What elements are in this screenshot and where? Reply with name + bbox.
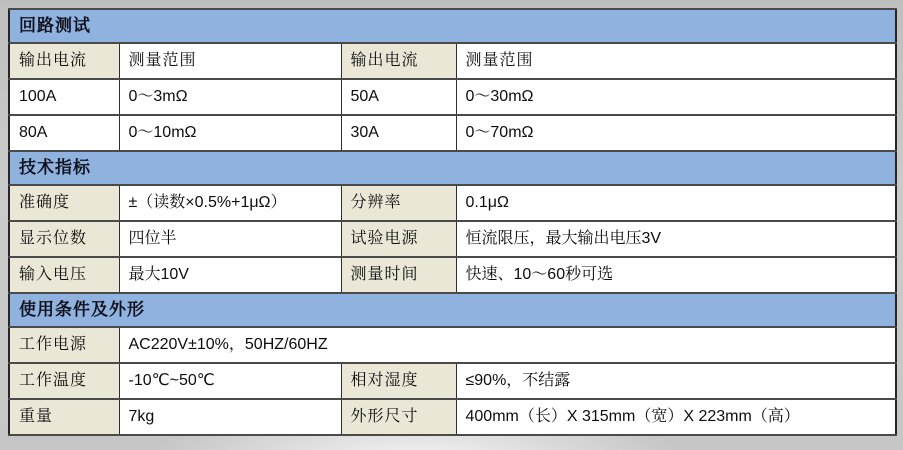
label-working-power: 工作电源 (9, 327, 119, 363)
value-measure-time: 快速、10～60秒可选 (456, 257, 896, 293)
col-label-output-current-right: 输出电流 (341, 43, 456, 79)
value-relative-humidity: ≤90%，不结露 (456, 363, 896, 399)
label-dimensions: 外形尺寸 (341, 399, 456, 435)
tech-specs-row-accuracy (9, 185, 896, 221)
label-resolution: 分辨率 (341, 185, 456, 221)
value-dimensions: 400mm（长）X 315mm（宽）X 223mm（高） (456, 399, 896, 435)
usage-row-weight-dimensions (9, 399, 896, 435)
value-current-30a: 30A (341, 115, 456, 151)
label-weight: 重量 (9, 399, 119, 435)
value-range-0-10: 0～10mΩ (119, 115, 341, 151)
section-row-loop-test (9, 9, 896, 43)
section-header-usage-conditions: 使用条件及外形 (9, 293, 896, 327)
section-row-usage (9, 293, 896, 327)
value-range-0-70: 0～70mΩ (456, 115, 896, 151)
col-header-measure-range-left: 测量范围 (119, 43, 341, 79)
value-display-digits: 四位半 (119, 221, 341, 257)
section-row-tech-specs (9, 151, 896, 185)
label-display-digits: 显示位数 (9, 221, 119, 257)
value-current-100a: 100A (9, 79, 119, 115)
value-working-power: AC220V±10%，50HZ/60HZ (119, 327, 896, 363)
label-relative-humidity: 相对湿度 (341, 363, 456, 399)
col-label-output-current-left: 输出电流 (9, 43, 119, 79)
section-header-tech-specs: 技术指标 (9, 151, 896, 185)
value-resolution: 0.1μΩ (456, 185, 896, 221)
value-range-0-3: 0～3mΩ (119, 79, 341, 115)
value-working-temp: -10℃~50℃ (119, 363, 341, 399)
value-current-80a: 80A (9, 115, 119, 151)
value-test-power: 恒流限压，最大输出电压3V (456, 221, 896, 257)
loop-test-row-100a (9, 79, 896, 115)
value-input-voltage: 最大10V (119, 257, 341, 293)
tech-specs-row-voltage (9, 257, 896, 293)
spec-table (8, 8, 897, 436)
value-range-0-30: 0～30mΩ (456, 79, 896, 115)
value-current-50a: 50A (341, 79, 456, 115)
col-header-measure-range-right: 测量范围 (456, 43, 896, 79)
label-accuracy: 准确度 (9, 185, 119, 221)
section-header-loop-test: 回路测试 (9, 9, 896, 43)
usage-row-temp-humidity (9, 363, 896, 399)
label-working-temp: 工作温度 (9, 363, 119, 399)
label-input-voltage: 输入电压 (9, 257, 119, 293)
loop-test-column-headers (9, 43, 896, 79)
value-weight: 7kg (119, 399, 341, 435)
usage-row-power (9, 327, 896, 363)
label-measure-time: 测量时间 (341, 257, 456, 293)
tech-specs-row-display (9, 221, 896, 257)
value-accuracy: ±（读数×0.5%+1μΩ） (119, 185, 341, 221)
label-test-power: 试验电源 (341, 221, 456, 257)
loop-test-row-80a (9, 115, 896, 151)
